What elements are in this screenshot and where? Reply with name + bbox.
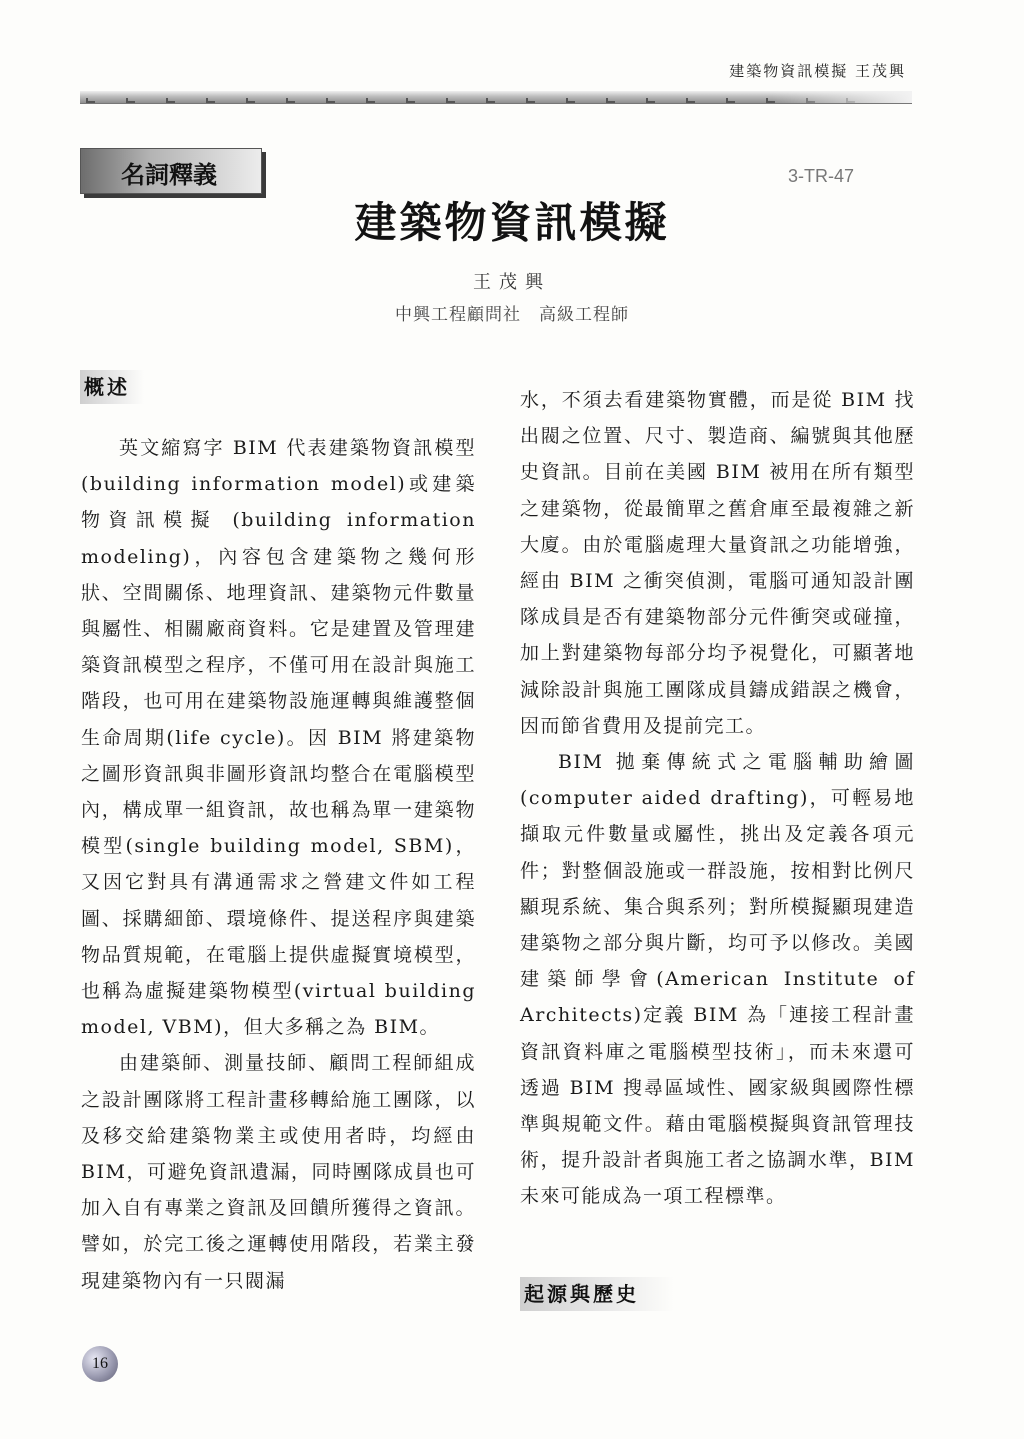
rule-tick bbox=[406, 98, 415, 103]
rule-tick bbox=[246, 98, 255, 103]
paragraph: 英文縮寫字 BIM 代表建築物資訊模型(building information model)或建築物資訊模擬 (building information modeling)，內容包含建築物之幾何形狀、空間關係、地理資訊、建築物元件數量與屬性、相關廠商資料。它是建置及管理建築資訊模型之程序，不僅可用在設計與施工階段，也可用在建築物設施運轉與維護整個生命周期(life cycle)。因 BIM 將建築物之圖形資訊與非圖形資訊均整合在電腦模型內，構成單一組資訊，故也稱為單一建築物模型(single building model, SBM)，又因它對具有溝通需求之營建文件如工程圖、採購細節、環境條件、提送程序與建築物品質規範，在電腦上提供虛擬實境模型，也稱為虛擬建築物模型(virtual building model, VBM)，但大多稱之為 BIM。 bbox=[81, 437, 476, 1039]
rule-tick bbox=[606, 98, 615, 103]
rule-tick bbox=[446, 98, 455, 103]
paragraph: BIM 拋棄傳統式之電腦輔助繪圖(computer aided drafting)，可輕易地擷取元件數量或屬性，挑出及定義各項元件；對整個設施或一群設施，按相對比例尺顯現系統、集合與系列；對所模擬顯現建造建築物之部分與片斷，均可予以修改。美國建築師學會(American Institute of Architects)定義 BIM 為「連接工程計畫資訊資料庫之電腦模型技術」，而未來還可透過 BIM 搜尋區域性、國家級與國際性標準與規範文件。藉由電腦模擬與資訊管理技術，提升設計者與施工者之協調水準，BIM 未來可能成為一項工程標準。 bbox=[520, 751, 915, 1208]
decorative-rule bbox=[80, 91, 912, 104]
paragraph: 水，不須去看建築物實體，而是從 BIM 找出閥之位置、尺寸、製造商、編號與其他歷史資訊。目前在美國 BIM 被用在所有類型之建築物，從最簡單之舊倉庫至最複雜之新大廈。由於電腦處理大量資訊之功能增強，經由 BIM 之衝突偵測，電腦可通知設計團隊成員是否有建築物部分元件衝突或碰撞，加上對建築物每部分均予視覺化，可顯著地減除設計與施工團隊成員鑄成錯誤之機會，因而節省費用及提前完工。 bbox=[520, 389, 915, 737]
rule-tick bbox=[526, 98, 535, 103]
section-heading-origin: 起源與歷史 bbox=[520, 1277, 674, 1311]
rule-tick bbox=[686, 98, 695, 103]
rule-tick bbox=[126, 98, 135, 103]
running-header: 建築物資訊模擬 王茂興 bbox=[729, 62, 906, 80]
rule-tick bbox=[86, 98, 95, 103]
author-name: 王茂興 bbox=[473, 272, 551, 293]
rule-tick bbox=[166, 98, 175, 103]
rule-tick bbox=[366, 98, 375, 103]
section-heading-overview: 概述 bbox=[80, 370, 144, 404]
report-code: 3-TR-47 bbox=[788, 166, 855, 186]
rule-tick bbox=[206, 98, 215, 103]
text-column-left bbox=[81, 430, 476, 1299]
rule-tick bbox=[566, 98, 575, 103]
rule-tick bbox=[646, 98, 655, 103]
category-badge-label: 名詞釋義 bbox=[121, 161, 217, 189]
rule-tick bbox=[286, 98, 295, 103]
rule-tick bbox=[726, 98, 735, 103]
text-column-right bbox=[520, 382, 915, 1215]
rule-tick bbox=[326, 98, 335, 103]
article-title: 建築物資訊模擬 bbox=[354, 198, 670, 247]
rule-tick bbox=[486, 98, 495, 103]
page-number: 16 bbox=[82, 1346, 118, 1382]
category-badge bbox=[80, 148, 262, 194]
author-affiliation: 中興工程顧問社 高級工程師 bbox=[395, 305, 629, 325]
paragraph: 由建築師、測量技師、顧問工程師組成之設計團隊將工程計畫移轉給施工團隊，以及移交給建築物業主或使用者時，均經由 BIM，可避免資訊遺漏，同時團隊成員也可加入自有專業之資訊及回饋所獲得之資訊。譬如，於完工後之運轉使用階段，若業主發現建築物內有一只閥漏 bbox=[81, 1052, 476, 1292]
